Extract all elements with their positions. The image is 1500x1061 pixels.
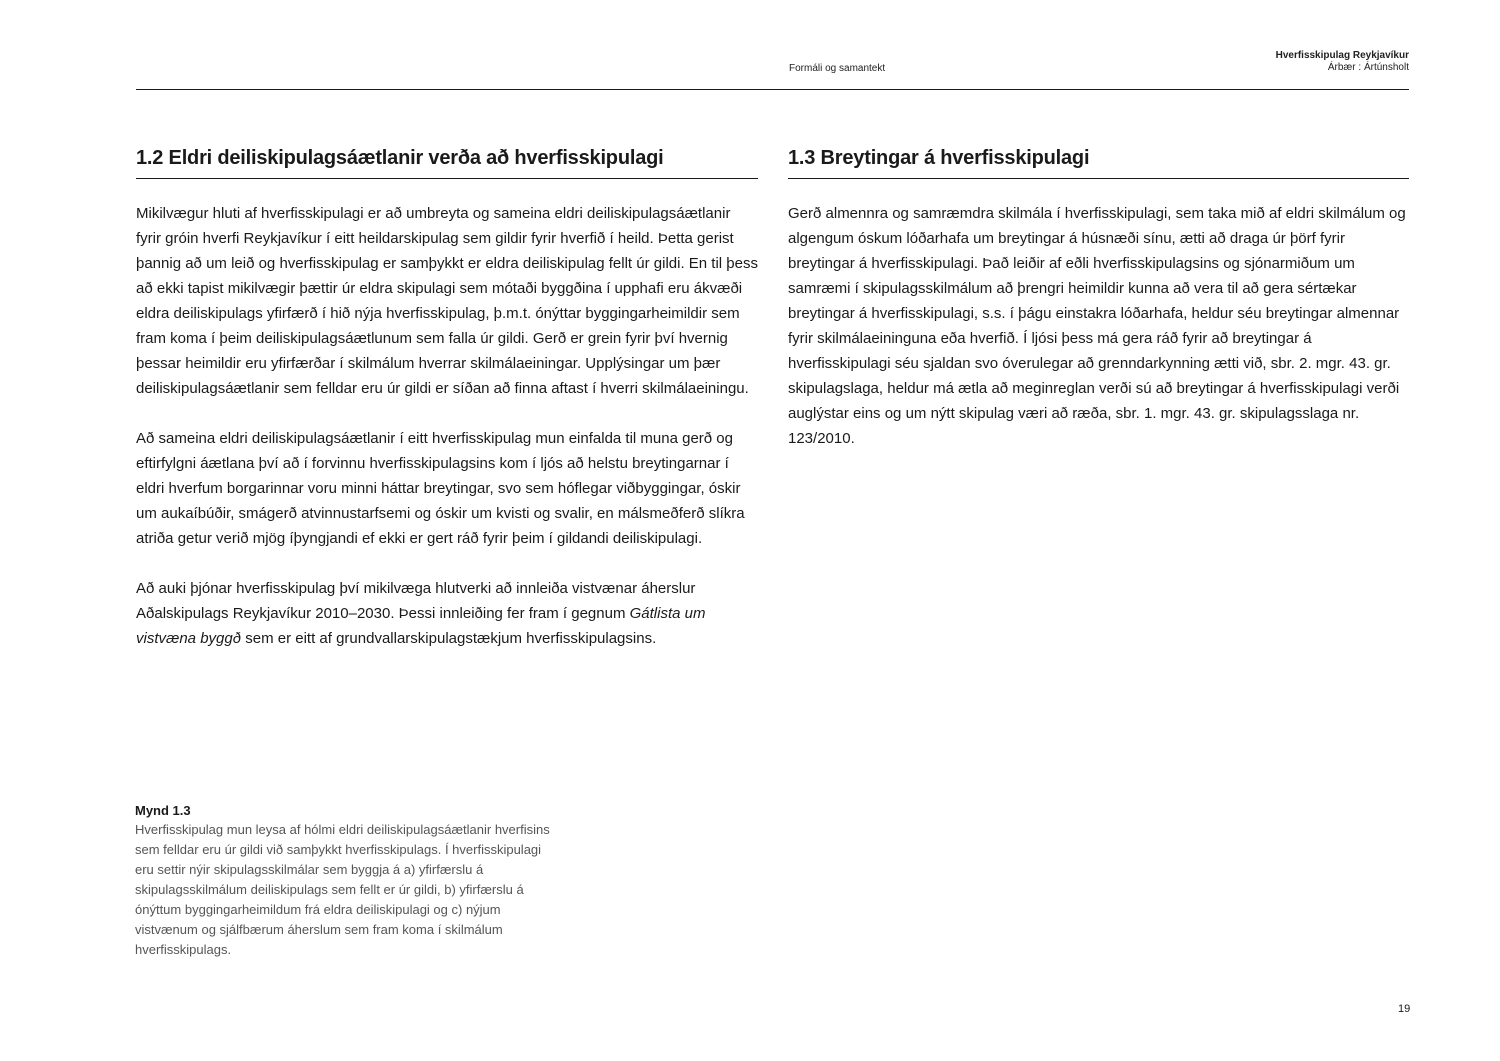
document-subtitle: Árbær : Ártúnsholt [1327,62,1409,73]
section-heading-1-3: 1.3 Breytingar á hverfisskipulagi [788,144,1409,179]
document-title: Hverfisskipulag Reykjavíkur [1275,50,1409,61]
figure-label: Mynd 1.3 [135,803,191,818]
paragraph-text: sem er eitt af grundvallarskipulagstækjum hverfisskipulagsins. [241,630,657,647]
section-heading-1-2: 1.2 Eldri deiliskipulagsáætlanir verða að hverfisskipulagi [136,144,758,179]
right-column [788,144,1409,451]
figure-caption-text: Hverfisskipulag mun leysa af hólmi eldri deiliskipulagsáætlanir hverfisins sem felldar eru úr gildi við samþykkt hverfisskipulags. Í hverfisskipulagi eru settir nýir skipulagsskilmálar sem byggja á a) yfirfærslu á skipulagsskilmálum deiliskipulags sem fellt er úr gildi, b) yfirfærslu á ónýttum byggingarheimildum frá eldra deiliskipulagi og c) nýjum vistvænum og sjálfbærum áherslum sem fram koma í skilmálum hverfisskipulags. [135,822,550,957]
header-divider [136,89,1409,90]
body-paragraph: Mikilvægur hluti af hverfisskipulagi er að umbreyta og sameina eldri deiliskipulagsáætlanir fyrir gróin hverfi Reykjavíkur í eitt heildarskipulag sem gildir fyrir hverfið í heild. Þetta gerist þannig að um leið og hverfisskipulag er samþykkt er eldra deiliskipulag fellt úr gildi. En til þess að ekki tapist mikilvægir þættir úr eldra skipulagi sem mótaði byggðina í upphafi eru ákvæði eldra deiliskipulags yfirfærð í hið nýja hverfisskipulag, þ.m.t. ónýttar byggingarheimildir sem fram koma í þeim deiliskipulagsáætlunum sem falla úr gildi. Gerð er grein fyrir því hvernig þessar heimildir eru yfirfærðar í skilmálum hverrar skilmálaeiningar. Upplýsingar um þær deiliskipulagsáætlanir sem felldar eru úr gildi er síðan að finna aftast í hverri skilmálaeiningu. [136,205,758,397]
header-section-title: Formáli og samantekt [789,63,886,74]
header-document-info [1276,50,1409,74]
paragraph-text: Að auki þjónar hverfisskipulag því mikilvæga hlutverki að innleiða vistvænar áherslur Aðalskipulags Reykjavíkur 2010–2030. Þessi innleiðing fer fram í gegnum [136,580,696,622]
page-number: 19 [1398,1003,1411,1015]
left-column [136,144,758,651]
body-paragraph: Að sameina eldri deiliskipulagsáætlanir í eitt hverfisskipulag mun einfalda til muna gerð og eftirfylgni áætlana því að í forvinnu hverfisskipulagsins kom í ljós að helstu breytingarnar í eldri hverfum borgarinnar voru minni háttar breytingar, svo sem hóflegar viðbyggingar, óskir um aukaíbúðir, smágerð atvinnustarfsemi og óskir um kvisti og svalir, en málsmeðferð slíkra atriða getur verið mjög íþyngjandi ef ekki er gert ráð fyrir þeim í gildandi deiliskipulagi. [136,430,745,547]
figure-caption [135,802,555,960]
italic-reference: Gátlista um vistvæna byggð [136,605,706,647]
body-paragraph [136,576,758,651]
body-paragraph: Gerð almennra og samræmdra skilmála í hverfisskipulagi, sem taka mið af eldri skilmálum og algengum óskum lóðarhafa um breytingar á húsnæði sínu, ætti að draga úr þörf fyrir breytingar á hverfisskipulagi. Það leiðir af eðli hverfisskipulagsins og sjónarmiðum um samræmi í skipulagsskilmálum að þrengri heimildir kunna að vera til að gera sértækar breytingar á hverfisskipulagi, s.s. í þágu einstakra lóðarhafa, heldur séu breytingar almennar fyrir skilmálaeininguna eða hverfið. Í ljósi þess má gera ráð fyrir að breytingar á hverfisskipulagi séu sjaldan svo óverulegar að grenndarkynning ætti við, sbr. 2. mgr. 43. gr. skipulagslaga, heldur má ætla að meginreglan verði sú að breytingar á hverfisskipulagi verði auglýstar eins og um nýtt skipulag væri að ræða, sbr. 1. mgr. 43. gr. skipulagsslaga nr. 123/2010. [788,205,1406,447]
